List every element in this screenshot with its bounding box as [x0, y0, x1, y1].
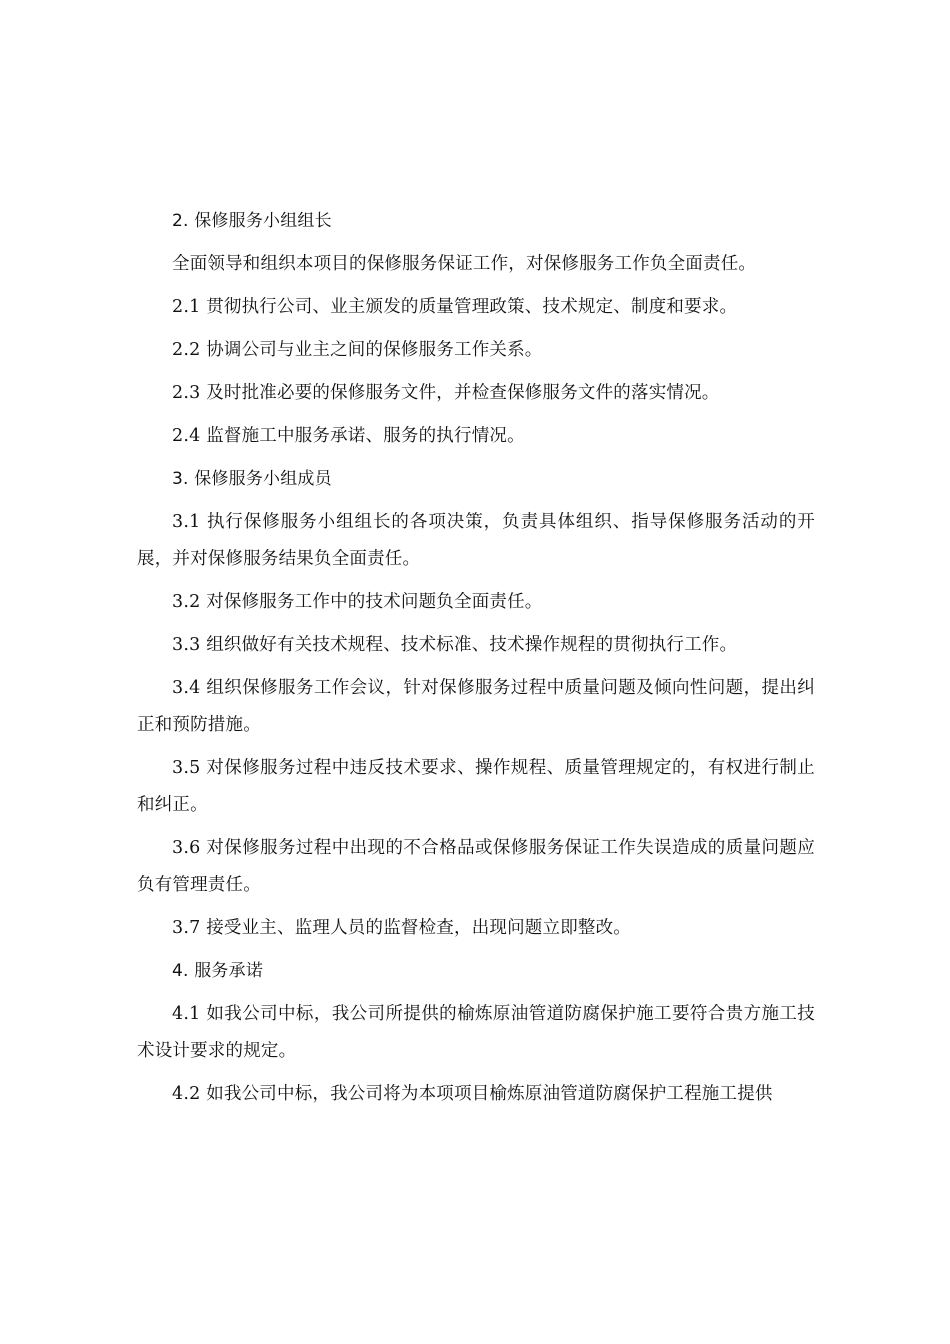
section-heading: 3. 保修服务小组成员: [172, 469, 332, 489]
paragraph: 3.1 执行保修服务小组组长的各项决策，负责具体组织、指导保修服务活动的开展，并对保修服务结果负全面责任。: [137, 512, 815, 569]
paragraph: 3.5 对保修服务过程中违反技术要求、操作规程、质量管理规定的，有权进行制止和纠正。: [137, 758, 815, 815]
paragraph: 2.2 协调公司与业主之间的保修服务工作关系。: [172, 340, 543, 360]
section-heading: 2. 保修服务小组组长: [172, 211, 332, 231]
paragraph: 4.2 如我公司中标，我公司将为本项项目榆炼原油管道防腐保护工程施工提供: [172, 1084, 773, 1104]
paragraph: 2.1 贯彻执行公司、业主颁发的质量管理政策、技术规定、制度和要求。: [172, 297, 738, 317]
document-body: [137, 203, 815, 1119]
paragraph: 3.4 组织保修服务工作会议，针对保修服务过程中质量问题及倾向性问题，提出纠正和预防措施。: [137, 678, 815, 735]
section-heading: 4. 服务承诺: [172, 961, 264, 981]
paragraph: 2.3 及时批准必要的保修服务文件，并检查保修服务文件的落实情况。: [172, 383, 720, 403]
paragraph: 3.7 接受业主、监理人员的监督检查，出现问题立即整改。: [172, 918, 631, 938]
paragraph: 3.3 组织做好有关技术规程、技术标准、技术操作规程的贯彻执行工作。: [172, 635, 738, 655]
paragraph: 全面领导和组织本项目的保修服务保证工作，对保修服务工作负全面责任。: [172, 254, 757, 274]
paragraph: 3.2 对保修服务工作中的技术问题负全面责任。: [172, 592, 543, 612]
paragraph: 3.6 对保修服务过程中出现的不合格品或保修服务保证工作失误造成的质量问题应负有管理责任。: [137, 838, 815, 895]
paragraph: 2.4 监督施工中服务承诺、服务的执行情况。: [172, 426, 525, 446]
paragraph: 4.1 如我公司中标，我公司所提供的榆炼原油管道防腐保护施工要符合贵方施工技术设计要求的规定。: [137, 1004, 815, 1061]
